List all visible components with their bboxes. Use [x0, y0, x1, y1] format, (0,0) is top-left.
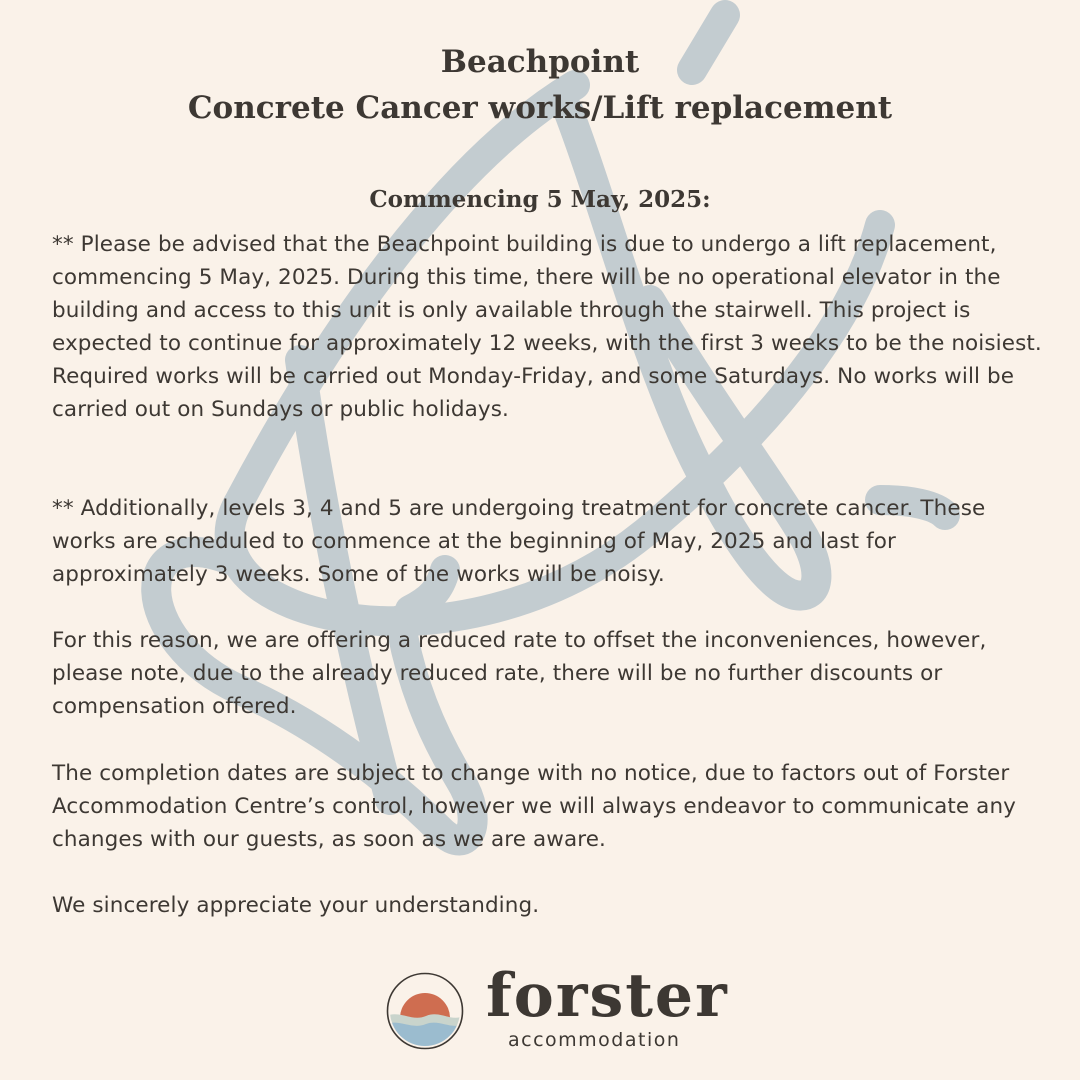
completion-dates-paragraph: The completion dates are subject to change with no notice, due to factors out of Forster Accommodation Centre’s control, however we will always endeavor to communicate any changes with our guests, as soon as we are aware.	[52, 761, 1017, 852]
page-subtitle: Concrete Cancer works/Lift replacement	[187, 90, 893, 126]
reduced-rate-paragraph: For this reason, we are offering a reduced rate to offset the inconveniences, however, please note, due to the already reduced rate, there will be no further discounts or compensation offered.	[52, 628, 987, 719]
page-title: Beachpoint	[440, 44, 640, 80]
commencement-heading: Commencing 5 May, 2025:	[369, 186, 711, 213]
lift-replacement-paragraph: ** Please be advised that the Beachpoint building is due to undergo a lift replacement, commencing 5 May, 2025. During this time, there will be no operational elevator in the building and access to this unit is only available through the stairwell. This project is expected to continue for approximately 12 weeks, with the first 3 weeks to be the noisiest. Required works will be carried out Monday-Friday, and some Saturdays. No works will be carried out on Sundays or public holidays.	[52, 232, 1042, 422]
concrete-cancer-paragraph: ** Additionally, levels 3, 4 and 5 are undergoing treatment for concrete cancer. These works are scheduled to commence at the beginning of May, 2025 and last for approximately 3 weeks. Some of the works will be noisy.	[52, 496, 986, 587]
brand-name: forster	[486, 961, 729, 1031]
brand-tagline: accommodation	[508, 1029, 681, 1051]
sun-over-waves-icon	[386, 972, 464, 1050]
appreciation-paragraph: We sincerely appreciate your understanding.	[52, 893, 540, 918]
